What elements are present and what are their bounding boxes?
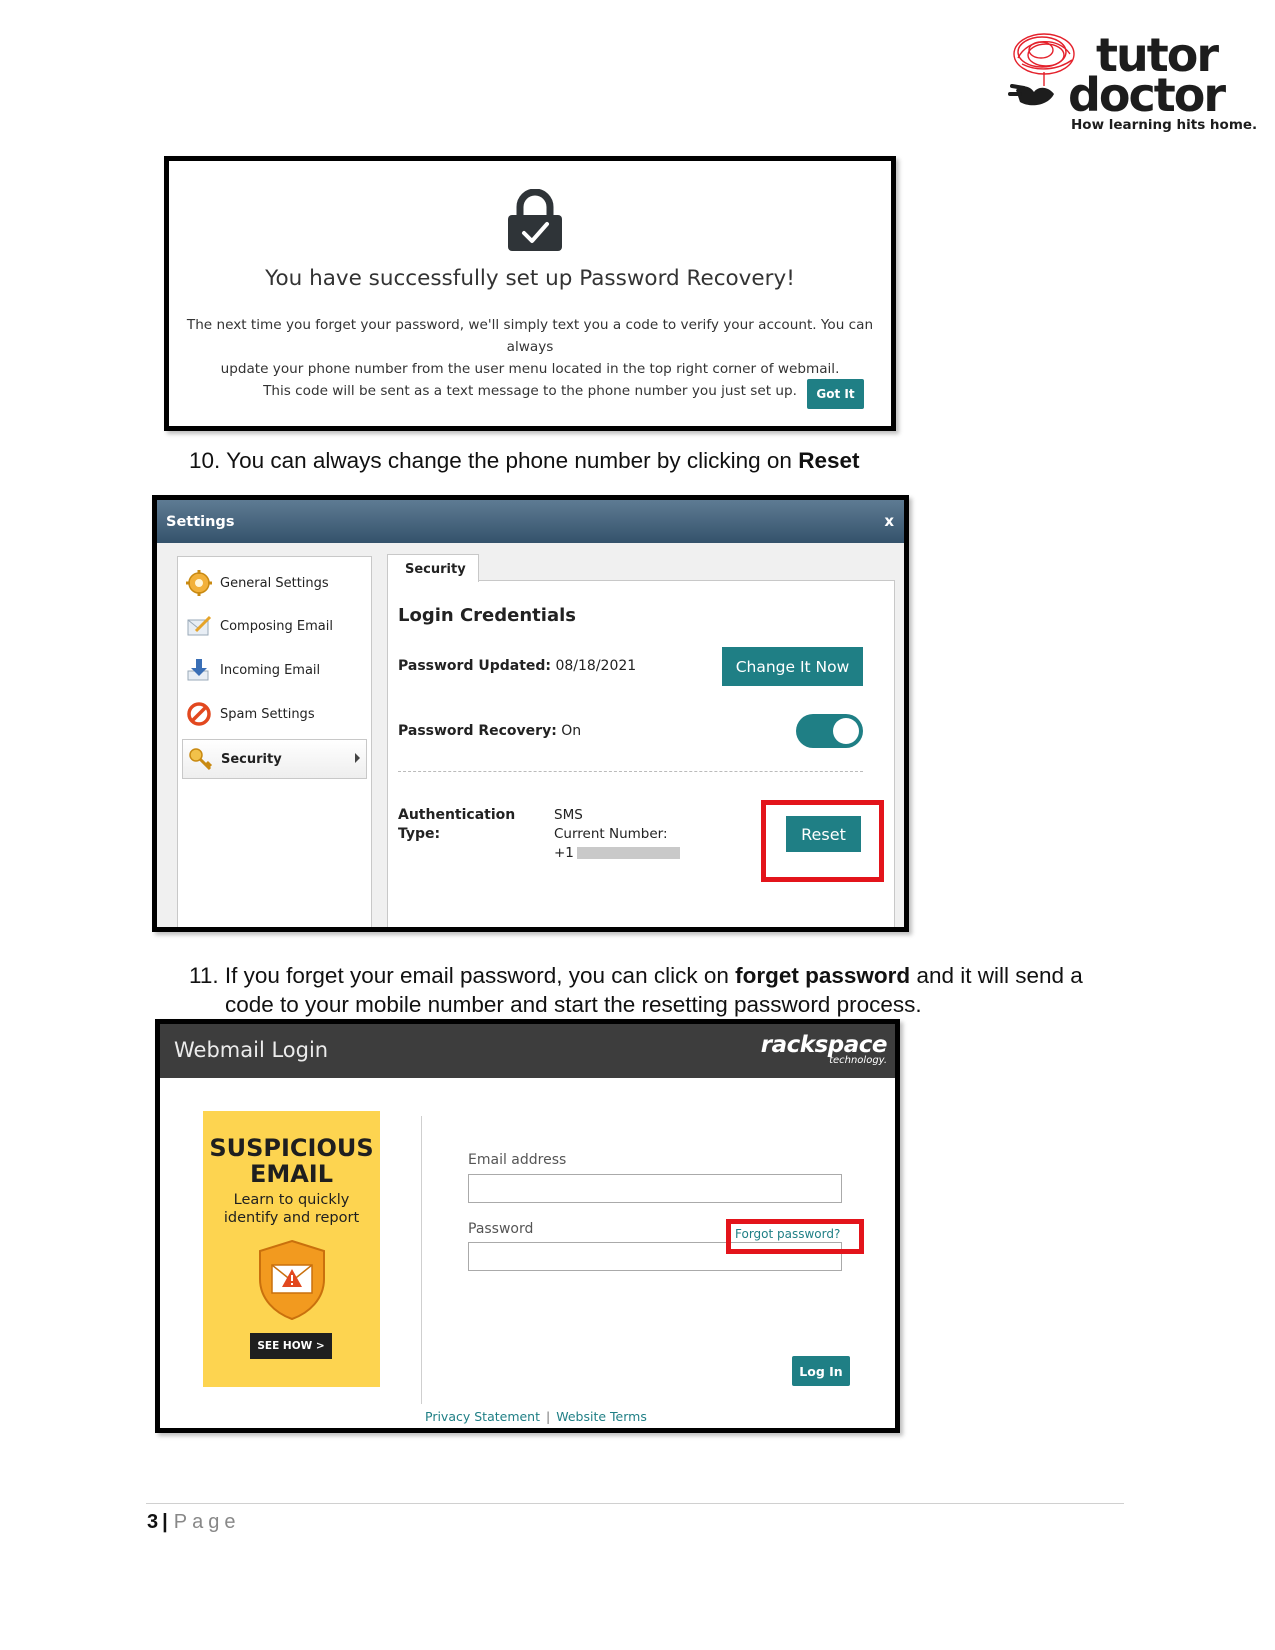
log-in-button[interactable]: Log In xyxy=(792,1356,850,1386)
current-number-label: Current Number: xyxy=(554,826,668,842)
authentication-type-value xyxy=(554,806,680,863)
success-message-line: The next time you forget your password, we'll simply text you a code to verify your account. You can always xyxy=(186,317,874,355)
authentication-label-line: Authentication xyxy=(398,807,516,823)
password-updated-row xyxy=(398,658,636,674)
ad-subtext-line: identify and report xyxy=(223,1210,360,1226)
success-message-line: This code will be sent as a text message to the phone number you just set up. xyxy=(263,383,797,399)
sidebar-item-label: Composing Email xyxy=(220,618,333,634)
authentication-type-label xyxy=(398,806,515,844)
recovery-success-screenshot xyxy=(164,156,896,431)
key-icon xyxy=(187,746,213,772)
rackspace-subbrand: technology. xyxy=(829,1055,887,1066)
current-number-row xyxy=(554,844,680,863)
privacy-statement-link[interactable]: Privacy Statement xyxy=(425,1409,541,1424)
password-updated-value: 08/18/2021 xyxy=(555,658,637,674)
tutor-doctor-logo xyxy=(1008,26,1258,136)
redacted-phone-number xyxy=(577,847,680,859)
reset-button[interactable]: Reset xyxy=(786,816,861,852)
logo-word-doctor: doctor xyxy=(1068,68,1225,122)
step-text: and it will send a xyxy=(916,963,1083,988)
step-bold-term: forget password xyxy=(735,963,911,988)
ad-heading-line: SUSPICIOUS xyxy=(209,1134,374,1162)
settings-title-bar xyxy=(157,500,904,543)
email-address-label: Email address xyxy=(468,1152,567,1168)
sidebar-item-incoming-email[interactable] xyxy=(186,651,368,689)
toggle-knob xyxy=(833,718,859,744)
sidebar-item-composing-email[interactable] xyxy=(186,607,368,645)
page-separator: | xyxy=(162,1511,168,1533)
divider xyxy=(398,771,863,772)
logo-word-tutor: tutor xyxy=(1096,28,1218,82)
sidebar-item-label: Security xyxy=(221,751,282,767)
success-title: You have successfully set up Password Recovery! xyxy=(265,266,795,291)
gear-icon xyxy=(186,570,212,596)
password-recovery-label: Password Recovery: xyxy=(398,723,557,739)
current-number-prefix: +1 xyxy=(554,845,574,861)
forgot-password-link[interactable]: Forgot password? xyxy=(735,1227,841,1241)
no-entry-icon xyxy=(186,701,212,727)
step-line xyxy=(189,961,1119,990)
auth-method: SMS xyxy=(554,807,583,823)
step-number: 11. xyxy=(189,963,219,988)
close-icon[interactable]: x xyxy=(884,512,894,530)
ad-heading xyxy=(203,1135,380,1187)
suspicious-email-ad[interactable] xyxy=(203,1111,380,1387)
settings-screenshot xyxy=(152,495,909,932)
rackspace-brand: rackspace xyxy=(760,1032,887,1058)
footer-rule xyxy=(146,1503,1124,1504)
see-how-button[interactable]: SEE HOW > xyxy=(250,1333,332,1359)
settings-sidebar xyxy=(177,556,372,932)
password-recovery-row xyxy=(398,723,581,739)
webmail-login-screenshot xyxy=(155,1019,900,1433)
page-word: Page xyxy=(173,1511,241,1533)
page-number: 3 xyxy=(147,1511,159,1533)
page-number-footer xyxy=(147,1511,240,1534)
tab-security[interactable]: Security xyxy=(387,554,479,582)
webmail-footer xyxy=(160,1409,895,1424)
shield-envelope-warning-icon xyxy=(257,1239,327,1321)
ad-heading-line: EMAIL xyxy=(249,1160,334,1188)
sidebar-item-spam-settings[interactable] xyxy=(186,695,368,733)
compose-icon xyxy=(186,613,212,639)
settings-title: Settings xyxy=(166,514,235,530)
success-message xyxy=(169,314,891,402)
step-text: If you forget your email password, you can click on xyxy=(224,963,729,988)
logo-tagline: How learning hits home. xyxy=(1071,117,1258,133)
got-it-button[interactable]: Got It xyxy=(807,379,864,409)
sidebar-item-label: General Settings xyxy=(220,575,329,591)
ad-subtext xyxy=(203,1191,380,1227)
sidebar-item-label: Spam Settings xyxy=(220,706,315,722)
download-arrow-icon xyxy=(186,657,212,683)
vertical-divider xyxy=(421,1116,422,1404)
footer-separator: | xyxy=(546,1409,551,1424)
chevron-right-icon xyxy=(355,753,360,763)
webmail-title: Webmail Login xyxy=(174,1038,329,1062)
password-recovery-value: On xyxy=(561,723,582,739)
webmail-header xyxy=(160,1024,895,1078)
sidebar-item-general-settings[interactable] xyxy=(186,564,368,602)
change-it-now-button[interactable]: Change It Now xyxy=(722,647,863,686)
success-message-line: update your phone number from the user menu located in the top right corner of webmail. xyxy=(220,361,840,377)
rackspace-logo xyxy=(761,1032,887,1066)
step-10-text xyxy=(189,446,860,475)
step-11-text xyxy=(189,961,1119,1019)
password-updated-label: Password Updated: xyxy=(398,658,552,674)
sidebar-item-security[interactable] xyxy=(182,739,367,779)
email-address-field[interactable] xyxy=(468,1174,842,1203)
password-recovery-toggle[interactable] xyxy=(796,714,863,748)
step-number: 10. xyxy=(189,448,221,473)
lock-check-icon xyxy=(505,189,565,253)
step-bold-term: Reset xyxy=(798,448,860,473)
password-label: Password xyxy=(468,1221,534,1237)
step-text: You can always change the phone number by clicking on xyxy=(226,448,792,473)
step-line: code to your mobile number and start the resetting password process. xyxy=(225,992,922,1017)
website-terms-link[interactable]: Website Terms xyxy=(556,1409,647,1424)
authentication-label-line: Type: xyxy=(398,826,441,842)
sidebar-item-label: Incoming Email xyxy=(220,662,321,678)
ad-subtext-line: Learn to quickly xyxy=(233,1192,350,1208)
section-title: Login Credentials xyxy=(398,605,576,626)
